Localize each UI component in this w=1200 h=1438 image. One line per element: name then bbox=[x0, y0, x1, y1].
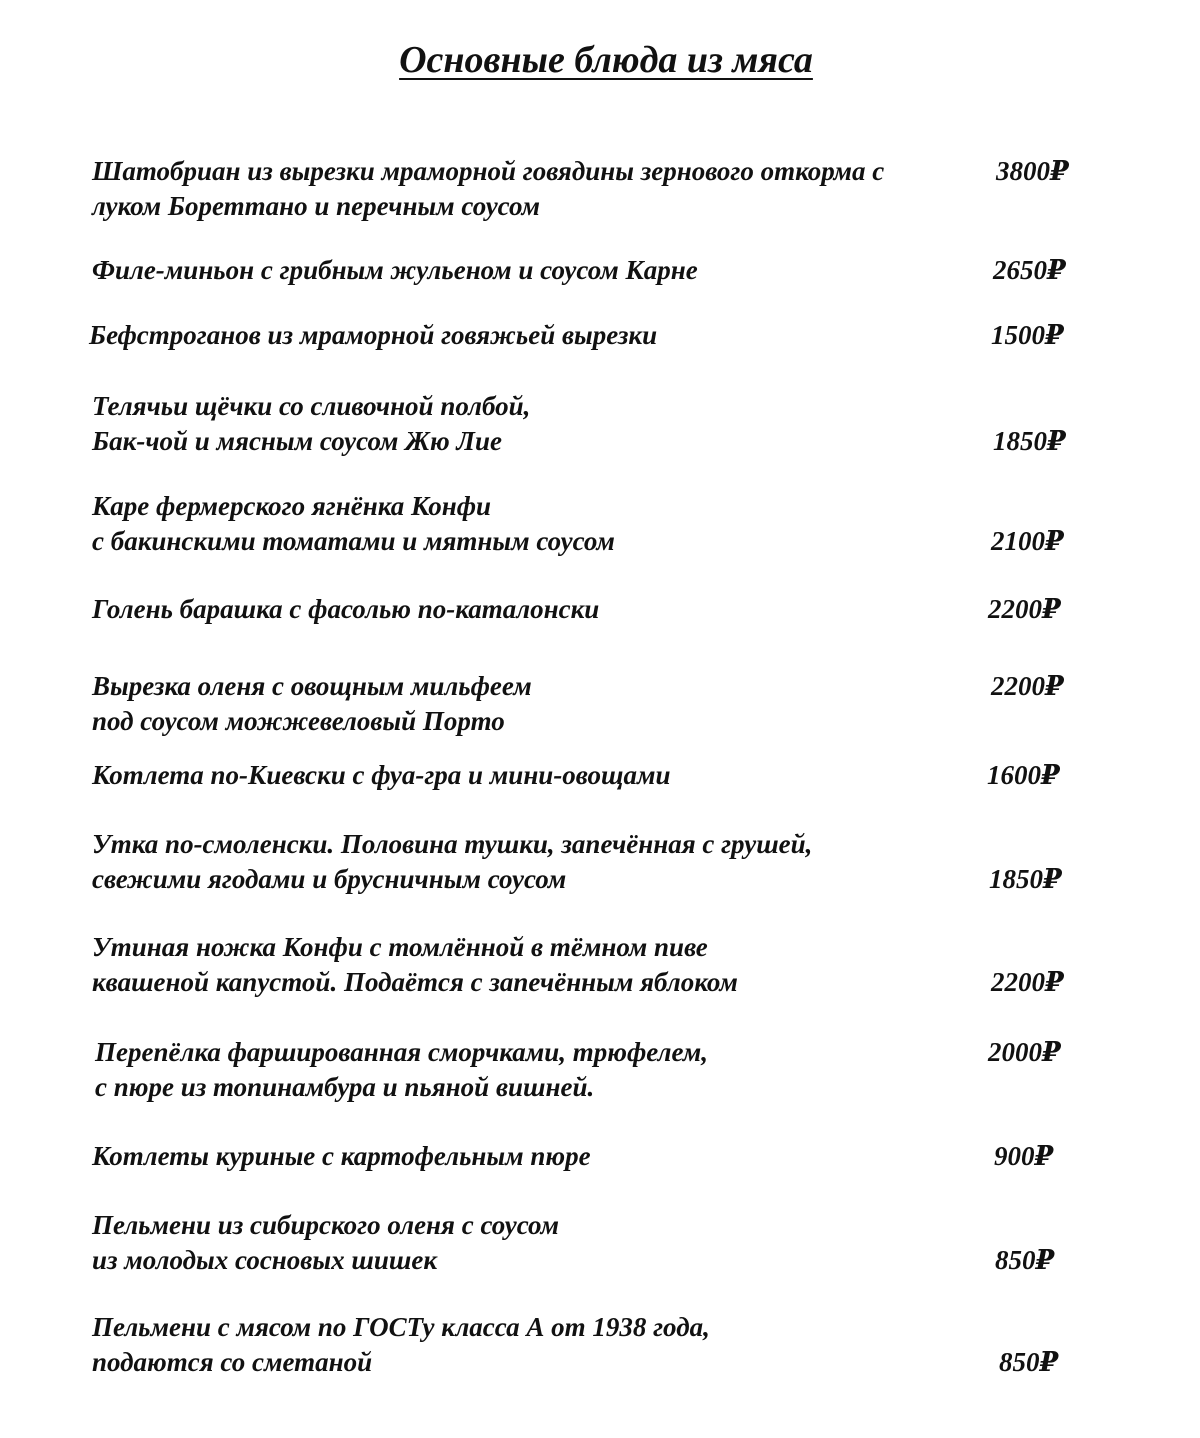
menu-item-price: 850₽ bbox=[995, 1245, 1055, 1275]
item-line: Утка по-смоленски. Половина тушки, запечённая с грушей, bbox=[92, 829, 813, 859]
item-line: Перепёлка фаршированная сморчками, трюфелем, bbox=[95, 1037, 709, 1067]
menu-item-name bbox=[92, 489, 1092, 559]
item-line: Котлета по-Киевски с фуа-гра и мини-овощами bbox=[92, 760, 671, 790]
menu-item-price: 1500₽ bbox=[991, 320, 1064, 350]
item-line: Котлеты куриные с картофельным пюре bbox=[92, 1141, 591, 1171]
menu-item-price: 2200₽ bbox=[991, 671, 1064, 701]
item-line: с пюре из топинамбура и пьяной вишней. bbox=[95, 1072, 595, 1102]
item-line: Утиная ножка Конфи с томлённой в тёмном пиве bbox=[92, 932, 708, 962]
menu-item-price: 850₽ bbox=[999, 1347, 1059, 1377]
menu-item-name bbox=[92, 253, 1092, 288]
menu-item-name bbox=[92, 1310, 1092, 1380]
menu-item-name bbox=[95, 1035, 1095, 1105]
menu-item-name bbox=[92, 1208, 1092, 1278]
menu-item-price: 2200₽ bbox=[991, 967, 1064, 997]
item-line: Голень барашка с фасолью по-каталонски bbox=[92, 594, 600, 624]
menu-item-name bbox=[92, 1139, 1092, 1174]
page-title: Основные блюда из мяса bbox=[399, 39, 813, 81]
menu-item-name bbox=[89, 318, 1089, 353]
item-line: квашеной капустой. Подаётся с запечённым яблоком bbox=[92, 967, 738, 997]
menu-item-price: 2100₽ bbox=[991, 526, 1064, 556]
item-line: свежими ягодами и брусничным соусом bbox=[92, 864, 567, 894]
item-line: Бефстроганов из мраморной говяжьей вырезки bbox=[89, 320, 658, 350]
menu-item-name bbox=[92, 669, 1092, 739]
menu-item-name bbox=[92, 154, 1092, 224]
menu-item-name bbox=[92, 827, 1092, 897]
menu-item-price: 2650₽ bbox=[993, 255, 1066, 285]
item-line: луком Бореттано и перечным соусом bbox=[92, 191, 540, 221]
menu-item-price: 3800₽ bbox=[996, 156, 1069, 186]
menu-item-name bbox=[92, 758, 1092, 793]
item-line: Шатобриан из вырезки мраморной говядины зернового откорма с bbox=[92, 156, 885, 186]
item-line: Бак-чой и мясным соусом Жю Лие bbox=[92, 426, 502, 456]
item-line: Пельмени с мясом по ГОСТу класса А от 1938 года, bbox=[92, 1312, 710, 1342]
item-line: с бакинскими томатами и мятным соусом bbox=[92, 526, 615, 556]
menu-item-name bbox=[92, 592, 1092, 627]
item-line: под соусом можжевеловый Порто bbox=[92, 706, 505, 736]
item-line: Вырезка оленя с овощным мильфеем bbox=[92, 671, 532, 701]
menu-item-name bbox=[92, 389, 1092, 459]
item-line: подаются со сметаной bbox=[92, 1347, 373, 1377]
menu-item-price: 2000₽ bbox=[988, 1037, 1061, 1067]
menu-item-price: 1600₽ bbox=[987, 760, 1060, 790]
menu-item-name bbox=[92, 930, 1092, 1000]
item-line: Филе-миньон с грибным жульеном и соусом Карне bbox=[92, 255, 698, 285]
menu-item-price: 2200₽ bbox=[988, 594, 1061, 624]
item-line: из молодых сосновых шишек bbox=[92, 1245, 438, 1275]
item-line: Телячьи щёчки со сливочной полбой, bbox=[92, 391, 531, 421]
item-line: Пельмени из сибирского оленя с соусом bbox=[92, 1210, 559, 1240]
menu-item-price: 900₽ bbox=[994, 1141, 1054, 1171]
item-line: Каре фермерского ягнёнка Конфи bbox=[92, 491, 492, 521]
menu-item-price: 1850₽ bbox=[993, 426, 1066, 456]
menu-item-price: 1850₽ bbox=[989, 864, 1062, 894]
